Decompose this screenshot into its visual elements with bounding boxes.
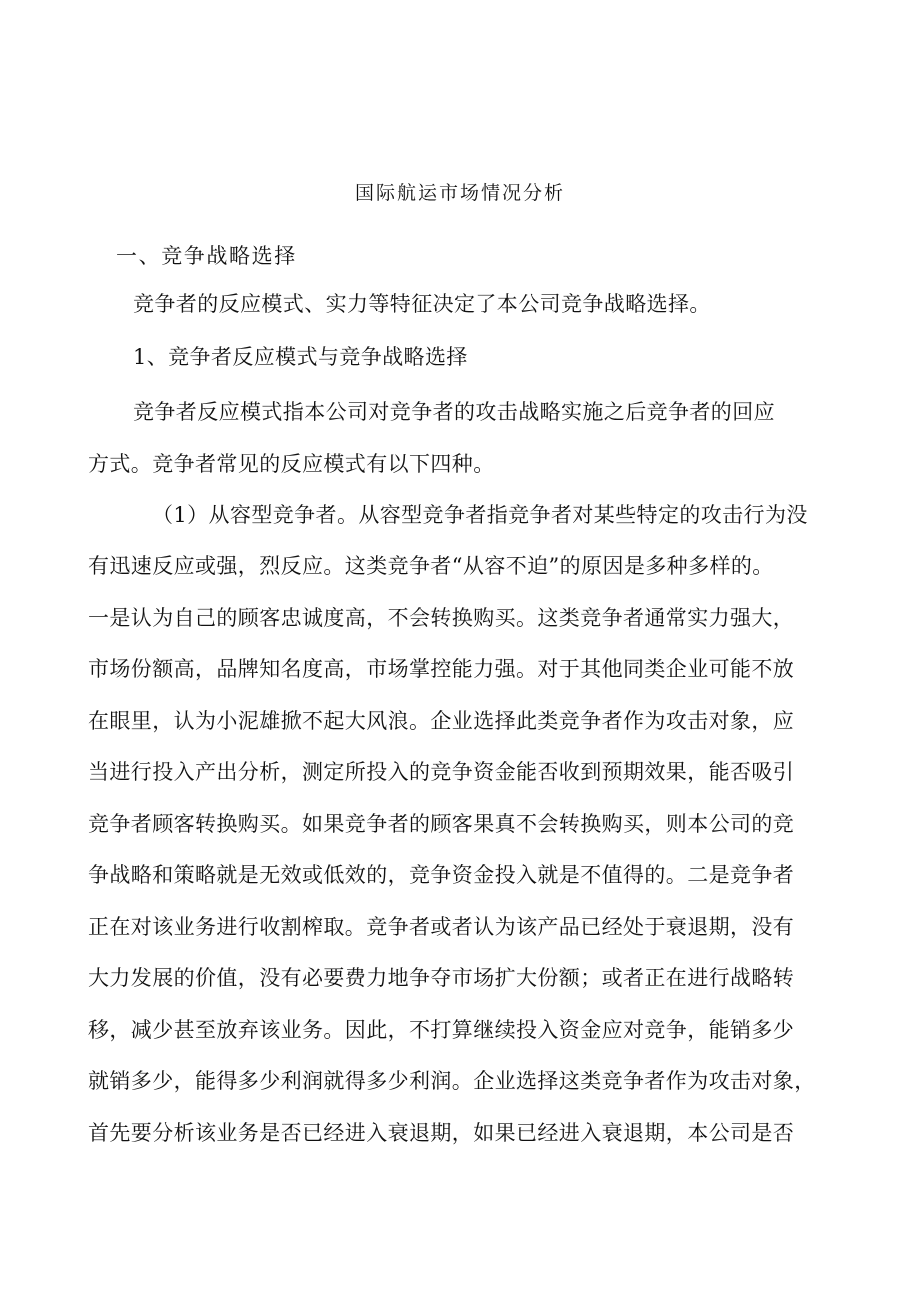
section-heading: 一、竞争战略选择 — [116, 244, 297, 268]
paragraph-line: 当进行投入产出分析，测定所投入的竞争资金能否收到预期效果，能否吸引 — [88, 760, 795, 784]
paragraph-line: 大力发展的价值，没有必要费力地争夺市场扩大份额；或者正在进行战略转 — [88, 966, 795, 990]
paragraph-line: 就销多少，能得多少利润就得多少利润。企业选择这类竞争者作为攻击对象， — [88, 1069, 816, 1093]
paragraph-line: 一是认为自己的顾客忠诚度高，不会转换购买。这类竞争者通常实力强大， — [88, 606, 795, 630]
paragraph-line: 竞争者顾客转换购买。如果竞争者的顾客果真不会转换购买，则本公司的竞 — [88, 812, 795, 836]
paragraph-line: 方式。竞争者常见的反应模式有以下四种。 — [88, 452, 495, 476]
paragraph-line: 争战略和策略就是无效或低效的，竞争资金投入就是不值得的。二是竞争者 — [88, 863, 795, 887]
paragraph-line: 移，减少甚至放弃该业务。因此，不打算继续投入资金应对竞争，能销多少 — [88, 1018, 795, 1042]
paragraph-line: 在眼里，认为小泥雄掀不起大风浪。企业选择此类竞争者作为攻击对象，应 — [88, 709, 795, 733]
intro-paragraph: 竞争者的反应模式、实力等特征决定了本公司竞争战略选择。 — [133, 292, 711, 316]
subheading: 1、竞争者反应模式与竞争战略选择 — [133, 345, 468, 369]
paragraph-line: 有迅速反应或强，烈反应。这类竞争者“从容不迫”的原因是多种多样的。 — [88, 554, 774, 578]
paragraph-line: 竞争者反应模式指本公司对竞争者的攻击战略实施之后竞争者的回应 — [133, 400, 775, 424]
paragraph-line: （1）从容型竞争者。从容型竞争者指竞争者对某些特定的攻击行为没 — [152, 503, 808, 527]
paragraph-line: 正在对该业务进行收割榨取。竞争者或者认为该产品已经处于衰退期，没有 — [88, 915, 795, 939]
document-title: 国际航运市场情况分析 — [354, 182, 565, 204]
paragraph-line: 首先要分析该业务是否已经进入衰退期，如果已经进入衰退期，本公司是否 — [88, 1121, 795, 1145]
paragraph-line: 市场份额高，品牌知名度高，市场掌控能力强。对于其他同类企业可能不放 — [88, 657, 795, 681]
